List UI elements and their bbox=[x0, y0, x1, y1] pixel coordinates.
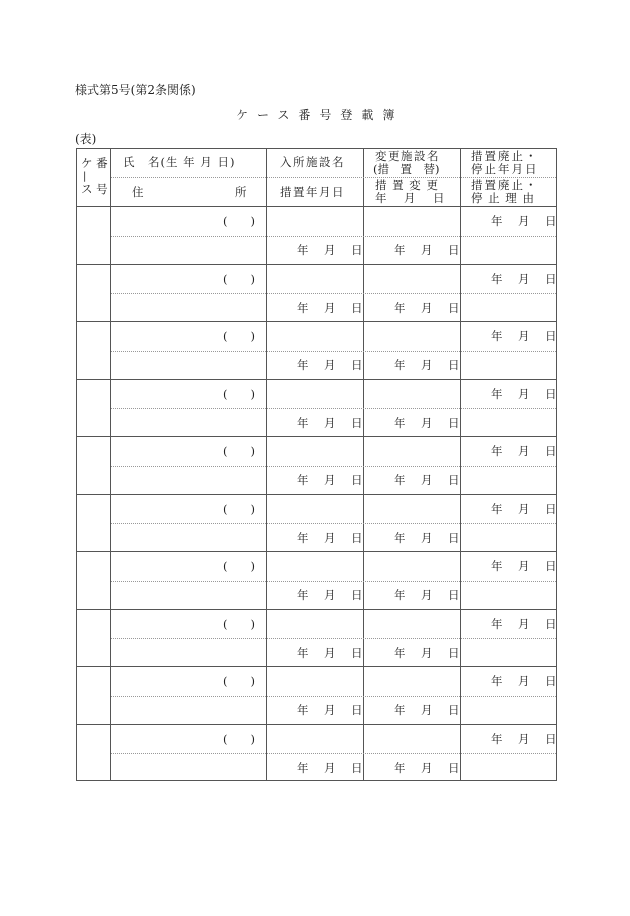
header-case-number-line3: ス 号 bbox=[81, 182, 108, 196]
change-date-field[interactable]: 年 月 日 bbox=[394, 415, 462, 430]
row-dotted-divider bbox=[111, 753, 556, 754]
placement-date-field[interactable]: 年 月 日 bbox=[297, 358, 365, 372]
side-label: (表) bbox=[75, 132, 97, 146]
change-date-field[interactable]: 年 月 日 bbox=[394, 473, 462, 487]
change-date-field[interactable]: 年 月 日 bbox=[394, 300, 462, 315]
termination-date-field[interactable]: 年 月 日 bbox=[491, 386, 559, 401]
row-dotted-divider bbox=[111, 236, 556, 237]
header-termination-label: 措置廃止・ bbox=[471, 149, 539, 163]
termination-date-field[interactable]: 年 月 日 bbox=[491, 271, 559, 286]
header-termination-date: 停止年月日 bbox=[471, 162, 539, 176]
birthdate-field[interactable]: ( ) bbox=[223, 559, 255, 573]
header-facility-name: 入所施設名 bbox=[280, 155, 345, 169]
row-divider bbox=[77, 206, 556, 207]
header-case-number-line1: ケ 番 bbox=[81, 156, 108, 170]
change-date-field[interactable]: 年 月 日 bbox=[394, 703, 462, 717]
placement-date-field[interactable]: 年 月 日 bbox=[297, 415, 365, 430]
birthdate-field[interactable]: ( ) bbox=[223, 214, 255, 228]
placement-date-field[interactable]: 年 月 日 bbox=[297, 645, 365, 660]
header-placement-transfer: (措 置 替) bbox=[373, 162, 440, 176]
row-dotted-divider bbox=[111, 351, 556, 352]
placement-date-field[interactable]: 年 月 日 bbox=[297, 588, 365, 602]
termination-date-field[interactable]: 年 月 日 bbox=[491, 616, 559, 631]
column-divider bbox=[266, 149, 267, 780]
page-title: ケース番号登載簿 bbox=[236, 108, 404, 122]
birthdate-field[interactable]: ( ) bbox=[223, 731, 255, 746]
birthdate-field[interactable]: ( ) bbox=[223, 674, 255, 688]
case-register-table bbox=[76, 148, 557, 781]
header-name-birthdate: 氏 名(生 年 月 日) bbox=[123, 155, 236, 169]
change-date-field[interactable]: 年 月 日 bbox=[394, 530, 462, 545]
change-date-field[interactable]: 年 月 日 bbox=[394, 588, 462, 602]
birthdate-field[interactable]: ( ) bbox=[223, 386, 255, 401]
placement-date-field[interactable]: 年 月 日 bbox=[297, 473, 365, 487]
termination-date-field[interactable]: 年 月 日 bbox=[491, 444, 559, 458]
birthdate-field[interactable]: ( ) bbox=[223, 329, 255, 343]
row-dotted-divider bbox=[111, 293, 556, 294]
row-dotted-divider bbox=[111, 638, 556, 639]
row-divider bbox=[77, 264, 556, 265]
birthdate-field[interactable]: ( ) bbox=[223, 501, 255, 516]
header-address-right: 所 bbox=[235, 185, 247, 199]
change-date-field[interactable]: 年 月 日 bbox=[394, 243, 462, 257]
termination-date-field[interactable]: 年 月 日 bbox=[491, 329, 559, 343]
header-termination-reason: 停 止 理 由 bbox=[471, 191, 535, 205]
row-dotted-divider bbox=[111, 696, 556, 697]
header-address-left: 住 bbox=[132, 185, 144, 199]
termination-date-field[interactable]: 年 月 日 bbox=[491, 731, 559, 746]
row-divider bbox=[77, 724, 556, 725]
change-date-field[interactable]: 年 月 日 bbox=[394, 645, 462, 660]
row-dotted-divider bbox=[111, 466, 556, 467]
change-date-field[interactable]: 年 月 日 bbox=[394, 358, 462, 372]
row-divider bbox=[77, 609, 556, 610]
row-divider bbox=[77, 321, 556, 322]
row-dotted-divider bbox=[111, 523, 556, 524]
form-number: 様式第5号(第2条関係) bbox=[75, 83, 196, 97]
placement-date-field[interactable]: 年 月 日 bbox=[297, 300, 365, 315]
row-divider bbox=[77, 551, 556, 552]
header-case-number-line2: | bbox=[83, 171, 87, 182]
header-change-label: 措 置 変 更 bbox=[375, 178, 439, 192]
birthdate-field[interactable]: ( ) bbox=[223, 444, 255, 458]
header-termination-label-2: 措置廃止・ bbox=[471, 178, 539, 192]
header-change-date: 年 月 日 bbox=[375, 191, 448, 205]
placement-date-field[interactable]: 年 月 日 bbox=[297, 530, 365, 545]
birthdate-field[interactable]: ( ) bbox=[223, 616, 255, 631]
header-changed-facility: 変更施設名 bbox=[375, 149, 440, 163]
row-dotted-divider bbox=[111, 581, 556, 582]
termination-date-field[interactable]: 年 月 日 bbox=[491, 674, 559, 688]
change-date-field[interactable]: 年 月 日 bbox=[394, 760, 462, 775]
row-divider bbox=[77, 379, 556, 380]
termination-date-field[interactable]: 年 月 日 bbox=[491, 559, 559, 573]
termination-date-field[interactable]: 年 月 日 bbox=[491, 214, 559, 228]
column-divider bbox=[110, 149, 111, 780]
row-divider bbox=[77, 436, 556, 437]
row-divider bbox=[77, 494, 556, 495]
birthdate-field[interactable]: ( ) bbox=[223, 271, 255, 286]
placement-date-field[interactable]: 年 月 日 bbox=[297, 703, 365, 717]
row-dotted-divider bbox=[111, 408, 556, 409]
header-placement-date: 措置年月日 bbox=[280, 185, 345, 199]
termination-date-field[interactable]: 年 月 日 bbox=[491, 501, 559, 516]
placement-date-field[interactable]: 年 月 日 bbox=[297, 760, 365, 775]
placement-date-field[interactable]: 年 月 日 bbox=[297, 243, 365, 257]
row-divider bbox=[77, 666, 556, 667]
